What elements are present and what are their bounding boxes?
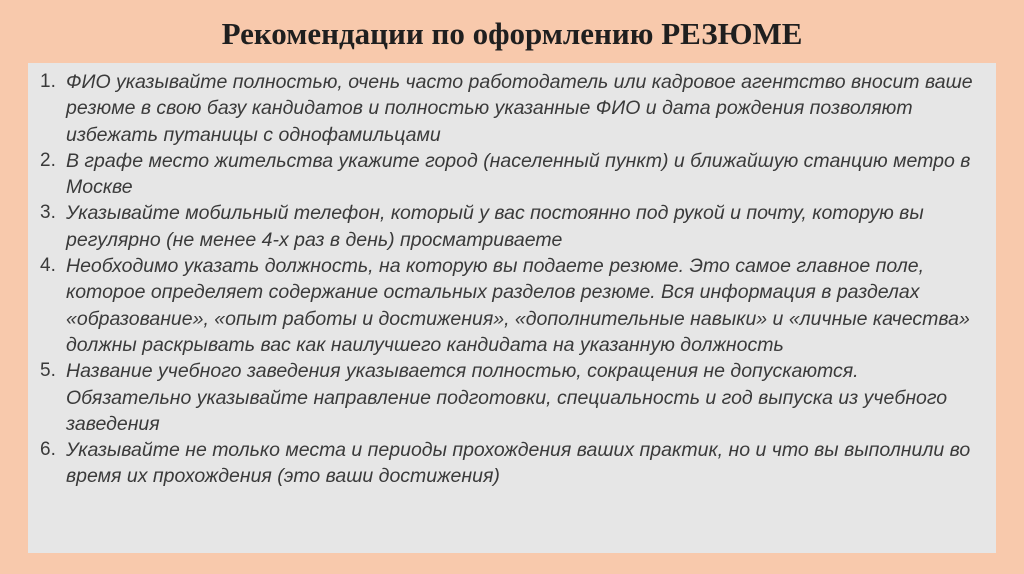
item-number: 3.	[40, 202, 56, 224]
list-item	[40, 437, 986, 490]
item-text: Указывайте не только места и периоды прохождения ваших практик, но и что вы выполнили во время их прохождения (это ваши достижения)	[66, 439, 971, 488]
list-item	[40, 200, 986, 253]
slide-title: Рекомендации по оформлению РЕЗЮМЕ	[221, 16, 803, 51]
recommendations-list	[40, 69, 986, 490]
item-text: Указывайте мобильный телефон, который у вас постоянно под рукой и почту, которую вы регулярно (не менее 4-х раз в день) просматриваете	[66, 202, 924, 251]
item-number: 6.	[40, 439, 56, 461]
list-item	[40, 148, 986, 201]
item-text: Название учебного заведения указывается полностью, сокращения не допускаются. Обязательно указывайте направление подготовки, специальность и год выпуска из учебного заведения	[66, 360, 948, 435]
list-item	[40, 358, 986, 437]
item-text: ФИО указывайте полностью, очень часто работодатель или кадровое агентство вносит ваше резюме в свою базу кандидатов и полностью указанные ФИО и дата рождения позволяют избежать путаницы с однофамильцами	[66, 71, 973, 146]
list-item	[40, 253, 986, 358]
list-item	[40, 69, 986, 148]
item-text: Необходимо указать должность, на которую вы подаете резюме. Это самое главное поле, которое определяет содержание остальных разделов резюме. Вся информация в разделах «образование», «опыт работы и достижения», «дополнительные навыки» и «личные качества» должны раскрывать вас как наилучшего кандидата на указанную должность	[66, 255, 970, 356]
item-number: 4.	[40, 255, 56, 277]
item-number: 5.	[40, 360, 56, 382]
item-number: 1.	[40, 71, 56, 92]
recommendations-panel	[28, 63, 996, 553]
item-text: В графе место жительства укажите город (населенный пункт) и ближайшую станцию метро в Москве	[66, 149, 971, 199]
item-number: 2.	[40, 149, 56, 171]
